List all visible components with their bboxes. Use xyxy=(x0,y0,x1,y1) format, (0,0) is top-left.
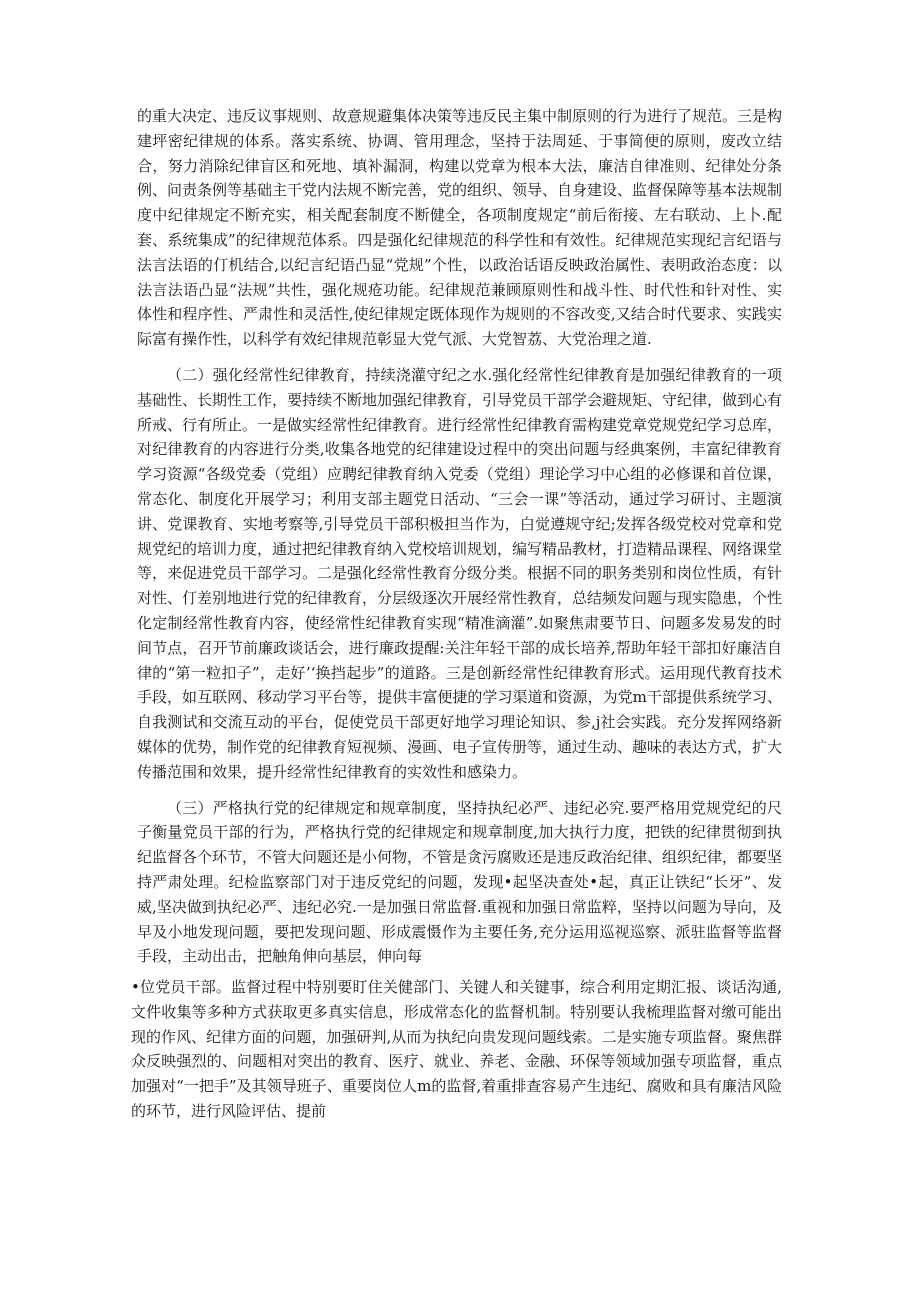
paragraph-section-two: （二）强化经常性纪律教育，持续浇灌守纪之水.强化经常性纪律教育是加强纪律教育的一项基础性、长期性工作，要持续不断地加强纪律教育，引导党员干部学会避规矩、守纪律，做到心有所戒、行有所止。一是做实经常性纪律教育。进行经常性纪律教育需构建党章党规党纪学习总库，对纪律教育的内容进行分类,收集各地党的纪律建设过程中的突出问题与经典案例，丰富纪律教育学习资源“各级党委（党组）应聘纪律教育纳入党委（党组）理论学习中心组的必修课和首位课，常态化、制度化开展学习；利用支部主题党日活动、“三会一课”等活动，通过学习研讨、主题演讲、党课教育、实地考察等,引导党员干部积极担当作为，白觉遵规守纪;发挥各级党校对党章和党规党纪的培训力度，通过把纪律教育纳入党校培训规划，编写精品教材，打造精品课程、网络课堂等，来促进党员干部学习。二是强化经常性教育分级分类。根据不同的职务类别和岗位性质，有针对性、仃差别地进行党的纪律教育，分层级逐次开展经常性教育，总结频发问题与现实隐患，个性化定制经常性教育内容，使经常性纪律教育实现“精准滴灌”.如聚焦肃要节日、问题多发易发的时间节点，召开节前廉政谈话会，进行廉政提醒:关注年轻干部的成长培养,帮助年轻干部扣好廉洁自律的“第一粒扣子”，走好’‘换挡起步”的道路。三是创新经常性纪律教育形式。运用现代教育技术手段，如互联网、移动学习平台等，提供丰富便捷的学习渠道和资源，为党m干部提供系统学习、自我测试和交流互动的平台，促使党员干部更好地学习理论知识、参,j社会实践。充分发挥网络新媒体的优势，制作党的纪律教育短视频、漫画、电子宣传册等，通过生动、趣味的表达方式，扩大传播范围和效果，提升经常性纪律教育的实效性和感染力。 xyxy=(137,365,783,781)
paragraph-section-three: （三）严格执行党的纪律规定和规章制度，坚持执纪必严、违纪必究.要严格用党规党纪的尺子衡量党员干部的行为，严格执行党的纪律规定和规章制度,加大执行力度，把铁的纪律贯彻到执纪监督各个环节，不管大问题还是小何物，不管是贪污腐败还是违反政治纪律、组织纪律，都要坚持严肃处理。纪检监察部门对于违反党纪的问题，发现•起坚决查处•起，真正让铁纪“长牙”、发威,坚决做到执纪必严、违纪必究.一是加强日常监督.重视和加强日常监粹，坚持以问题为导向，及早及小地发现问题，要把发现问题、形成震慑作为主要任务,充分运用巡视巡察、派驻监督等监督手段，主动出击，把触角伸向基层，伸向每 xyxy=(137,798,783,966)
paragraph-continued: 的重大决定、违反议事规则、故意规避集体决策等违反民主集中制原则的行为进行了规范。三是构建坪密纪律规的体系。落实系统、协调、管用理念，坚持于法周延、于事简便的原则，废改立结合，努力消除纪律盲区和死地、填补漏洞，构建以党章为根本大法，廉洁自律准则、纪律处分条例、问责条例等基础主干党内法规不断完善，党的组织、领导、自身建设、监督保障等基本法规制度中纪律规定不断充实，相关配套制度不断健全，各项制度规定“前后衔接、左右联动、上卜.配套、系统集成”的纪律规范体系。四是强化纪律规范的科学性和有效性。纪律规范实现纪言纪语与法言法语的仃机结合,以纪言纪语凸显“党规”个性，以政治话语反映政治属性、表明政治态度：以法言法语凸显“法规”共性，强化规疮功能。纪律规范兼顾原则性和战斗性、时代性和针对性、实体性和程序性、严肃性和灵活性,使纪律规定既体现作为规则的不容改变,又结合时代要求、实践实际富有操作性，以科学有效纪律规范彰显大党气派、大党智荔、大党治理之道. xyxy=(137,107,783,349)
paragraph-section-three-continued: •位党员干部。监督过程中特别要盯住关健部门、关键人和关键事，综合利用定期汇报、谈话沟通,文件收集等多种方式获取更多真实信息，形成常态化的监督机制。特别要认我梳理监督对缴可能出现的作风、纪律方面的问题，加强研判,从而为执纪向贵发现问题线索。二是实施专项监督。聚焦群众反映强烈的、问题相对突出的教育、医疗、就业、养老、金融、环保等领域加强专项监督，重点加强对“一把手”及其领导班子、重要岗位人m的监督,着重排查容易产生违纪、腐败和具有廉洁风险的环节，进行风险评估、提前 xyxy=(131,978,782,1121)
document-body xyxy=(131,104,783,1124)
